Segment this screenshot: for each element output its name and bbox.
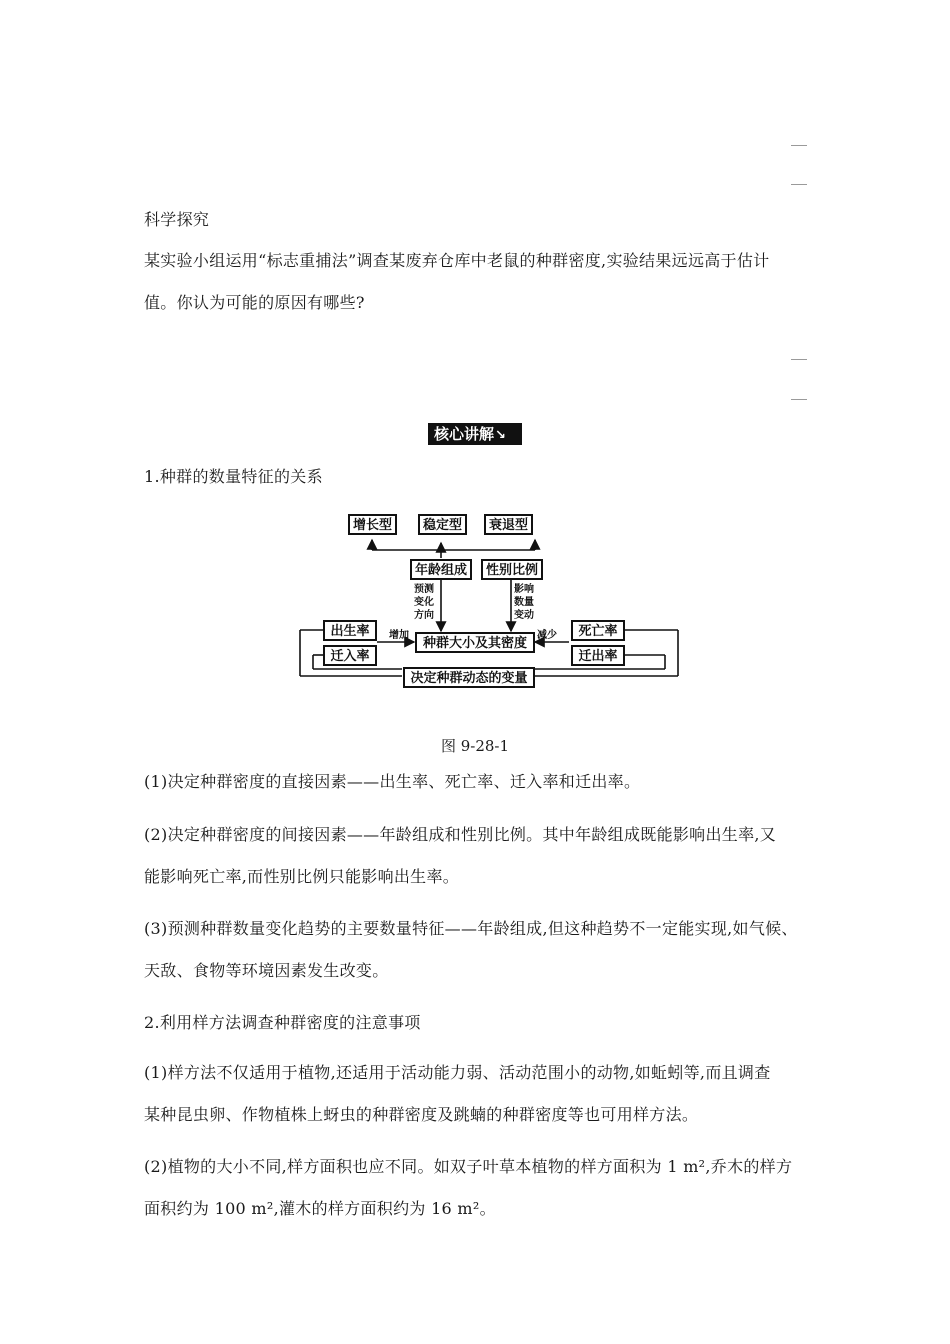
svg-text:稳定型: 稳定型 xyxy=(422,518,463,533)
increase-label: 增加 xyxy=(389,630,409,641)
question-line: 值。你认为可能的原因有哪些? xyxy=(144,293,365,312)
box-birth-rate xyxy=(324,621,376,640)
point-line: (3)预测种群数量变化趋势的主要数量特征——年龄组成,但这种趋势不一定能实现,如气候、 xyxy=(144,919,798,938)
box-sex-ratio xyxy=(482,560,542,579)
figure-caption: 图 9-28-1 xyxy=(440,737,510,755)
heading-science-inquiry: 科学探究 xyxy=(144,210,210,229)
svg-text:年龄组成: 年龄组成 xyxy=(414,563,468,578)
svg-text:迁出率: 迁出率 xyxy=(578,649,618,664)
box-declining-type xyxy=(485,515,532,534)
svg-text:增长型: 增长型 xyxy=(352,518,393,533)
age-note-line: 变化 xyxy=(414,597,434,608)
point-line: (1)决定种群密度的直接因素——出生率、死亡率、迁入率和迁出率。 xyxy=(144,772,641,791)
box-death-rate xyxy=(572,621,624,640)
margin-mark xyxy=(791,184,807,185)
core-explanation-banner xyxy=(428,423,522,445)
banner-label: 核心讲解 xyxy=(434,425,495,443)
svg-text:种群大小及其密度: 种群大小及其密度 xyxy=(422,636,528,651)
margin-mark xyxy=(791,359,807,360)
point-line: (2)植物的大小不同,样方面积也应不同。如双子叶草本植物的样方面积为 1 m²,乔木的样方 xyxy=(144,1157,793,1176)
box-age-structure xyxy=(411,560,471,579)
svg-text:性别比例: 性别比例 xyxy=(485,563,539,578)
point-line: 天敌、食物等环境因素发生改变。 xyxy=(144,961,389,980)
box-emigration-rate xyxy=(572,646,624,665)
sex-note-line: 数量 xyxy=(514,597,534,608)
box-stable-type xyxy=(419,515,466,534)
sex-note-line: 变动 xyxy=(514,610,534,621)
box-population-dynamics-variables xyxy=(404,668,534,687)
point-line: 某种昆虫卵、作物植株上蚜虫的种群密度及跳蝻的种群密度等也可用样方法。 xyxy=(144,1105,699,1124)
box-increasing-type xyxy=(349,515,396,534)
section-title: 1.种群的数量特征的关系 xyxy=(144,467,323,486)
decrease-label: 减少 xyxy=(537,630,557,641)
age-note-line: 预测 xyxy=(414,584,434,595)
margin-mark xyxy=(791,145,807,146)
age-note-line: 方向 xyxy=(414,610,434,621)
box-population-density xyxy=(416,633,534,652)
sex-note-line: 影响 xyxy=(514,584,534,595)
population-features-diagram xyxy=(295,510,685,692)
svg-text:死亡率: 死亡率 xyxy=(578,624,618,639)
question-line: 某实验小组运用“标志重捕法”调查某废弃仓库中老鼠的种群密度,实验结果远远高于估计 xyxy=(144,251,770,270)
point-line: (2)决定种群密度的间接因素——年龄组成和性别比例。其中年龄组成既能影响出生率,又 xyxy=(144,825,777,844)
svg-text:衰退型: 衰退型 xyxy=(488,518,529,533)
point-line: (1)样方法不仅适用于植物,还适用于活动能力弱、活动范围小的动物,如蚯蚓等,而且调查 xyxy=(144,1063,771,1082)
point-line: 面积约为 100 m²,灌木的样方面积约为 16 m²。 xyxy=(144,1199,496,1218)
arrow-down-right-icon: ↘ xyxy=(495,428,506,443)
section-title: 2.利用样方法调查种群密度的注意事项 xyxy=(144,1013,421,1032)
margin-mark xyxy=(791,399,807,400)
svg-text:出生率: 出生率 xyxy=(330,624,370,639)
point-line: 能影响死亡率,而性别比例只能影响出生率。 xyxy=(144,867,460,886)
box-immigration-rate xyxy=(324,646,376,665)
svg-text:迁入率: 迁入率 xyxy=(330,649,370,664)
svg-text:决定种群动态的变量: 决定种群动态的变量 xyxy=(410,671,528,686)
